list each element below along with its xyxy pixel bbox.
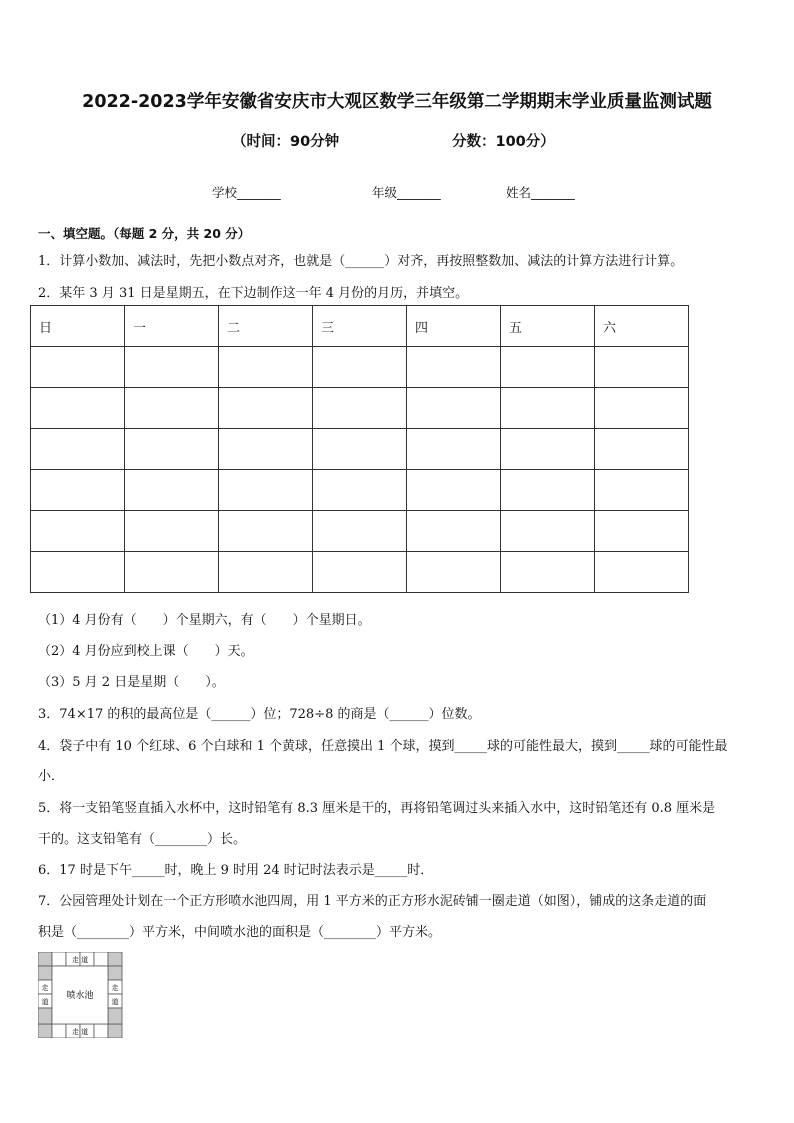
calendar-cell[interactable]	[31, 388, 125, 429]
calendar-cell[interactable]	[501, 429, 595, 470]
question-7-line-1: 7．公园管理处计划在一个正方形喷水池四周，用 1 平方米的正方形水泥砖铺一圈走道（如图），铺成的这条走道的面	[38, 894, 707, 909]
question-5-line-2: 干的。这支铅笔有（________）长。	[38, 832, 247, 847]
calendar-header-row	[31, 306, 689, 347]
calendar-header-wed: 三	[313, 306, 407, 347]
calendar-header-thu: 四	[407, 306, 501, 347]
calendar-row	[31, 429, 689, 470]
walkway-label-right-1: 走	[111, 984, 119, 992]
calendar-cell[interactable]	[595, 470, 689, 511]
question-4-line-1: 4．袋子中有 10 个红球、6 个白球和 1 个黄球，任意摸出 1 个球，摸到_____球的可能性最大，摸到_____球的可能性最	[38, 739, 728, 754]
calendar-row	[31, 470, 689, 511]
calendar-cell[interactable]	[595, 552, 689, 593]
calendar-cell[interactable]	[219, 429, 313, 470]
calendar-cell[interactable]	[219, 388, 313, 429]
section-heading: 一、填空题。（每题 2 分，共 20 分）	[38, 226, 251, 241]
calendar-cell[interactable]	[219, 347, 313, 388]
fountain-label: 喷水池	[66, 991, 94, 1001]
calendar-cell[interactable]	[595, 388, 689, 429]
calendar-row	[31, 388, 689, 429]
fountain-walkway-figure	[38, 952, 124, 1038]
calendar-cell[interactable]	[313, 470, 407, 511]
calendar-cell[interactable]	[407, 511, 501, 552]
calendar-cell[interactable]	[313, 552, 407, 593]
calendar-cell[interactable]	[407, 470, 501, 511]
calendar-row	[31, 552, 689, 593]
calendar-cell[interactable]	[595, 347, 689, 388]
calendar-cell[interactable]	[501, 388, 595, 429]
calendar-cell[interactable]	[125, 429, 219, 470]
walkway-label-left-1: 走	[41, 984, 49, 992]
calendar-cell[interactable]	[313, 347, 407, 388]
walkway-label-right-2: 道	[111, 998, 119, 1006]
calendar-cell[interactable]	[501, 511, 595, 552]
question-7-line-2: 积是（________）平方米，中间喷水池的面积是（________）平方米。	[38, 925, 442, 940]
calendar-cell[interactable]	[407, 347, 501, 388]
grade-field: 年级_______	[372, 185, 441, 200]
calendar-header-sun: 日	[31, 306, 125, 347]
calendar-cell[interactable]	[31, 511, 125, 552]
calendar-cell[interactable]	[125, 470, 219, 511]
calendar-header-fri: 五	[501, 306, 595, 347]
calendar-cell[interactable]	[595, 429, 689, 470]
calendar-cell[interactable]	[125, 511, 219, 552]
question-2-part-3: （3）5 月 2 日是星期（ ）。	[38, 675, 225, 690]
calendar-cell[interactable]	[125, 347, 219, 388]
calendar-cell[interactable]	[31, 429, 125, 470]
calendar-header-sat: 六	[595, 306, 689, 347]
calendar-cell[interactable]	[219, 511, 313, 552]
walkway-label-left-2: 道	[41, 998, 49, 1006]
exam-score: 分数：100分）	[452, 134, 555, 150]
calendar-cell[interactable]	[313, 511, 407, 552]
calendar-cell[interactable]	[219, 470, 313, 511]
question-2: 2．某年 3 月 31 日是星期五，在下边制作这一年 4 月份的月历，并填空。	[38, 286, 469, 301]
walkway-label-bottom: 走 道	[71, 1028, 89, 1036]
calendar-cell[interactable]	[501, 347, 595, 388]
exam-time: （时间：90分钟	[232, 134, 340, 150]
walkway-label-top: 走 道	[71, 956, 89, 964]
question-2-part-2: （2）4 月份应到校上课（ ）天。	[38, 644, 254, 659]
calendar-cell[interactable]	[595, 511, 689, 552]
calendar-cell[interactable]	[125, 388, 219, 429]
calendar-cell[interactable]	[31, 347, 125, 388]
question-2-part-1: （1）4 月份有（ ）个星期六，有（ ）个星期日。	[38, 613, 371, 628]
question-1: 1．计算小数加、减法时，先把小数点对齐，也就是（______）对齐，再按照整数加、减法的计算方法进行计算。	[38, 254, 684, 269]
calendar-cell[interactable]	[407, 552, 501, 593]
calendar-cell[interactable]	[501, 552, 595, 593]
question-5-line-1: 5．将一支铅笔竖直插入水杯中，这时铅笔有 8.3 厘米是干的，再将铅笔调过头来插入水中，这时铅笔还有 0.8 厘米是	[38, 801, 716, 816]
question-4-line-2: 小．	[38, 769, 65, 784]
calendar-cell[interactable]	[125, 552, 219, 593]
school-field: 学校_______	[212, 185, 281, 200]
question-3: 3．74×17 的积的最高位是（______）位；728÷8 的商是（______）位数。	[38, 707, 481, 722]
calendar-header-tue: 二	[219, 306, 313, 347]
calendar-row	[31, 347, 689, 388]
name-field: 姓名_______	[506, 185, 575, 200]
calendar-cell[interactable]	[313, 388, 407, 429]
calendar-table	[30, 305, 689, 593]
calendar-row	[31, 511, 689, 552]
calendar-cell[interactable]	[219, 552, 313, 593]
calendar-cell[interactable]	[407, 388, 501, 429]
calendar-cell[interactable]	[313, 429, 407, 470]
calendar-cell[interactable]	[407, 429, 501, 470]
calendar-cell[interactable]	[31, 552, 125, 593]
calendar-cell[interactable]	[501, 470, 595, 511]
question-6: 6．17 时是下午_____时，晚上 9 时用 24 时记时法表示是_____时．	[38, 863, 434, 878]
calendar-header-mon: 一	[125, 306, 219, 347]
page-title: 2022-2023学年安徽省安庆市大观区数学三年级第二学期期末学业质量监测试题	[82, 92, 712, 112]
calendar-cell[interactable]	[31, 470, 125, 511]
